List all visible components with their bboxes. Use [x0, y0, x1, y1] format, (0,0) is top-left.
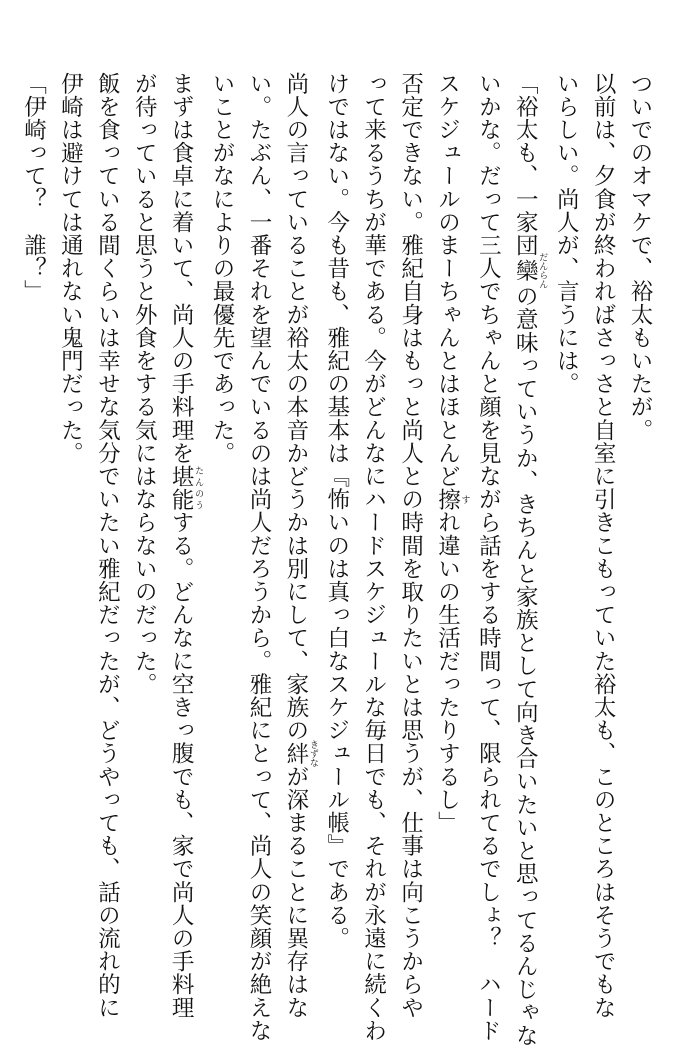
text-line-4-part-b: の意味っていうか、きちんと家族として向き合いたいと思ってるんじゃな	[512, 284, 539, 1047]
text-line-8: って来るうちが華である。今がどんなにハードスケジュールな毎日でも、それが永遠に続くわ	[360, 72, 387, 1043]
text-line-10-part-a: 尚人の言っていることが裕太の本音かどうかは別にして、家族の	[282, 72, 309, 742]
text-line-13-part-a: まずは食卓に着いて、尚人の手料理を	[168, 72, 195, 465]
vertical-text-block	[20, 72, 658, 1047]
ruby-kizuna-base: 絆	[282, 739, 309, 767]
ruby-kizuna-reading: きずな	[307, 739, 318, 767]
text-line-13-part-b: する。どんなに空きっ腹でも、家で尚人の手料理	[168, 510, 195, 1020]
ruby-danran-base: 欒	[512, 252, 539, 289]
text-line-15: 飯を食っている間くらいは幸せな気分でいたい雅紀だったが、どうやっても、話の流れ的に	[94, 72, 121, 1020]
text-line-7: 否定できない。雅紀自身はもっと尚人との時間を取りたいとは思うが、仕事は向こうからや	[397, 72, 424, 1020]
text-line-1: ついでのオマケで、裕太もいたが。	[627, 72, 653, 442]
ruby-su-base: 擦	[434, 487, 461, 511]
ruby-su	[434, 487, 470, 511]
text-line-4-part-a: 「裕太も、一家団	[512, 72, 539, 257]
ruby-danran-reading: だんらん	[537, 252, 548, 289]
text-line-17: 「伊崎って？ 誰？」	[20, 72, 47, 303]
text-line-13	[162, 72, 204, 1020]
text-line-4	[506, 72, 548, 1047]
ruby-tannou	[168, 464, 204, 511]
text-line-5: いかな。だって三人でちゃんと顔を見ながら話をする時間って、限られてるでしょ？ ハード	[475, 72, 502, 1043]
ruby-su-reading: す	[459, 487, 470, 511]
text-line-2: 以前は、夕食が終わればさっさと自室に引きこもっていた裕太も、このところはそうでもな	[590, 72, 617, 1020]
text-line-6	[429, 72, 470, 952]
ruby-tannou-base: 堪能	[168, 464, 195, 511]
ruby-kizuna	[282, 739, 318, 767]
text-line-6-part-b: れ違いの生活だったりするし」	[434, 510, 461, 835]
text-line-9: けではない。今も昔も、雅紀の基本は『怖いのは真っ白なスケジュール帳』である。	[323, 72, 350, 950]
text-line-3: いらしい。尚人が、言うには。	[553, 72, 580, 396]
ruby-danran	[512, 252, 548, 289]
text-line-6-part-a: スケジュールのまーちゃんとはほとんど	[434, 72, 461, 488]
text-line-14: が待っていると思うと外食をする気にはならないのだった。	[131, 72, 158, 696]
text-line-10	[277, 72, 318, 1020]
text-line-16: 伊崎は避けては通れない鬼門だった。	[57, 72, 84, 465]
text-line-12: いことがなによりの最優先であった。	[209, 72, 236, 465]
text-line-10-part-b: が深まることに異存はな	[282, 765, 309, 1020]
ruby-tannou-reading: たんのう	[193, 464, 204, 511]
text-line-11: い。たぶん、一番それを望んでいるのは尚人だろうから。雅紀にとって、尚人の笑顔が絶えな	[245, 72, 272, 1043]
